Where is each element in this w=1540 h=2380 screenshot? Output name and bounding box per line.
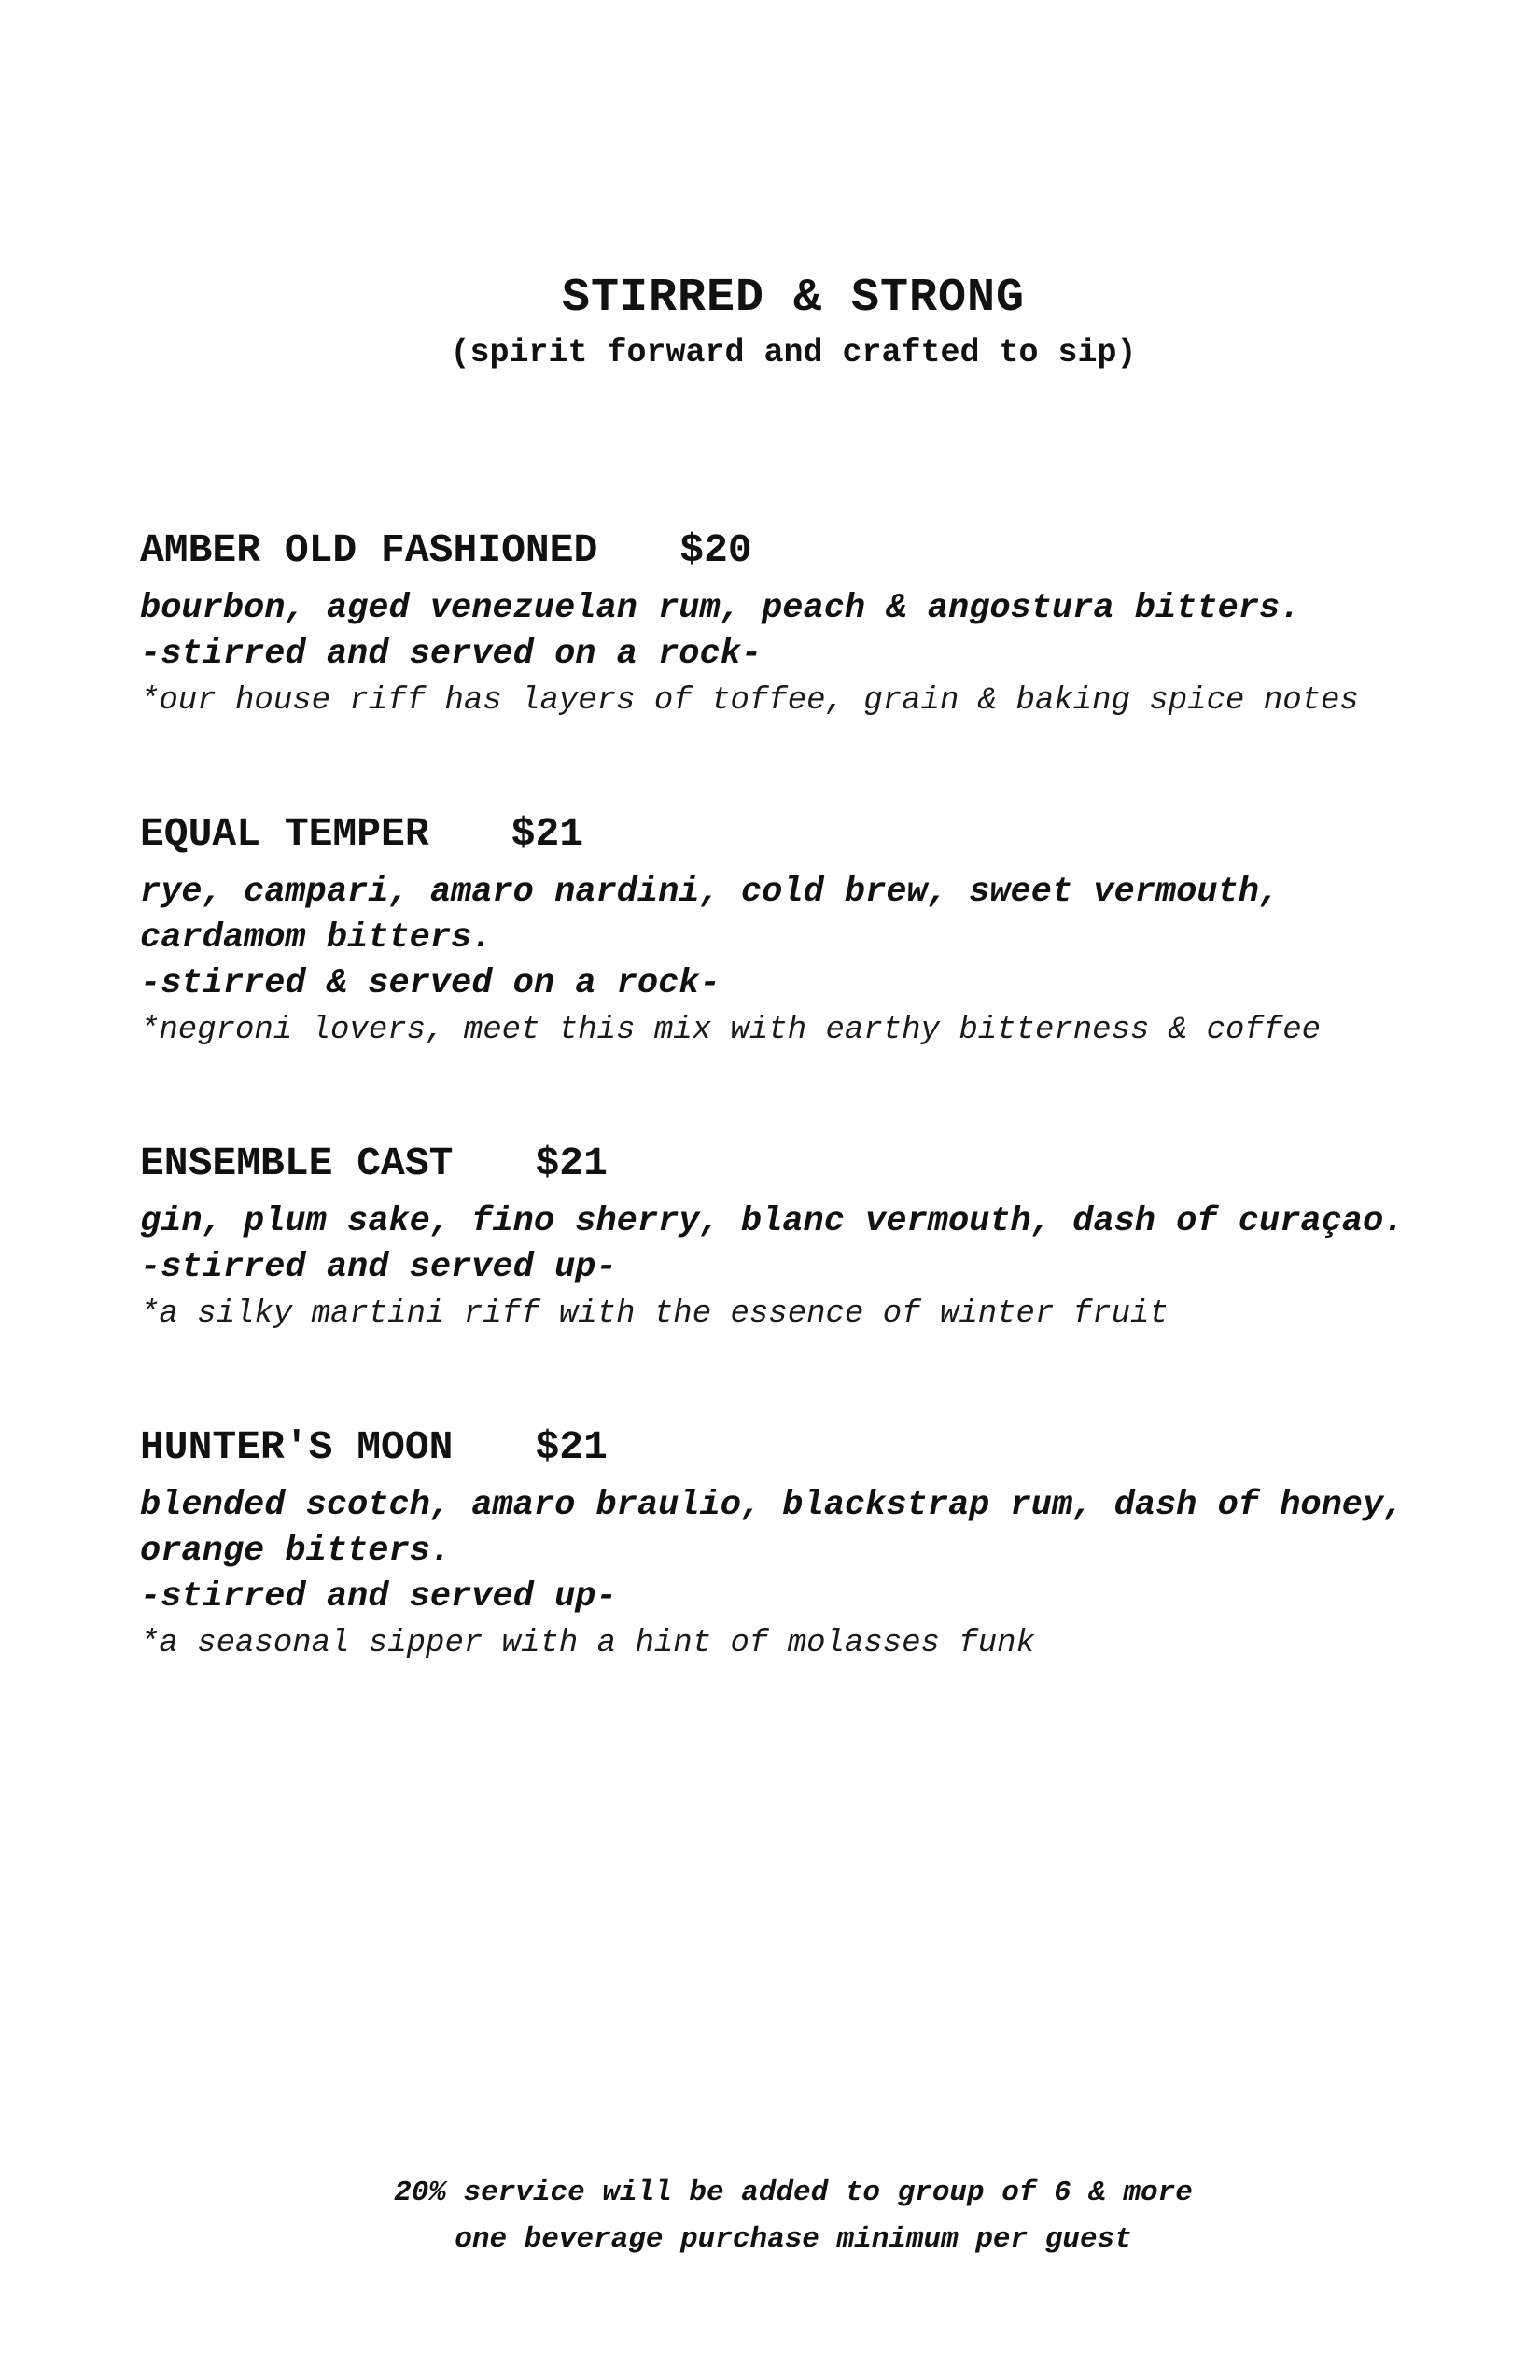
item-price: $21 xyxy=(535,1424,608,1470)
item-name: AMBER OLD FASHIONED xyxy=(140,527,598,573)
service-charge-note: 20% service will be added to group of 6 & more xyxy=(394,2177,1193,2209)
item-note: *a seasonal sipper with a hint of molasses funk xyxy=(140,1626,1035,1661)
item-name: ENSEMBLE CAST xyxy=(140,1141,454,1186)
menu-item xyxy=(140,1420,1447,1667)
minimum-purchase-note: one beverage purchase minimum per guest xyxy=(455,2223,1132,2256)
menu-item xyxy=(140,806,1447,1054)
item-method: -stirred & served on a rock- xyxy=(140,964,721,1003)
item-price: $21 xyxy=(511,811,584,857)
item-price: $21 xyxy=(535,1141,608,1186)
item-method: -stirred and served on a rock- xyxy=(140,635,763,674)
item-note: *negroni lovers, meet this mix with earthy bitterness & coffee xyxy=(140,1013,1322,1048)
item-ingredients: blended scotch, amaro braulio, blackstrap rum, dash of honey, orange bitters. xyxy=(140,1486,1405,1571)
section-title: STIRRED & STRONG xyxy=(561,272,1026,325)
menu-footer xyxy=(0,2170,1540,2263)
item-method: -stirred and served up- xyxy=(140,1248,617,1287)
cocktail-list xyxy=(140,523,1447,1749)
item-ingredients: rye, campari, amaro nardini, cold brew, sweet vermouth, cardamom bitters. xyxy=(140,873,1281,958)
item-method: -stirred and served up- xyxy=(140,1577,617,1617)
item-name: HUNTER'S MOON xyxy=(140,1424,454,1470)
menu-item-heading xyxy=(140,1136,1447,1192)
menu-item-heading xyxy=(140,523,1447,579)
section-subtitle: (spirit forward and crafted to sip) xyxy=(450,334,1137,371)
item-ingredients: bourbon, aged venezuelan rum, peach & angostura bitters. xyxy=(140,589,1301,628)
menu-item xyxy=(140,523,1447,724)
item-price: $20 xyxy=(679,527,752,573)
item-note: *our house riff has layers of toffee, grain & baking spice notes xyxy=(140,683,1359,719)
menu-item-heading xyxy=(140,1420,1447,1476)
item-note: *a silky martini riff with the essence of winter fruit xyxy=(140,1296,1169,1332)
item-name: EQUAL TEMPER xyxy=(140,811,429,857)
menu-item-heading xyxy=(140,806,1447,862)
menu-item xyxy=(140,1136,1447,1337)
menu-header xyxy=(0,271,1540,373)
item-ingredients: gin, plum sake, fino sherry, blanc vermouth, dash of curaçao. xyxy=(140,1202,1405,1241)
